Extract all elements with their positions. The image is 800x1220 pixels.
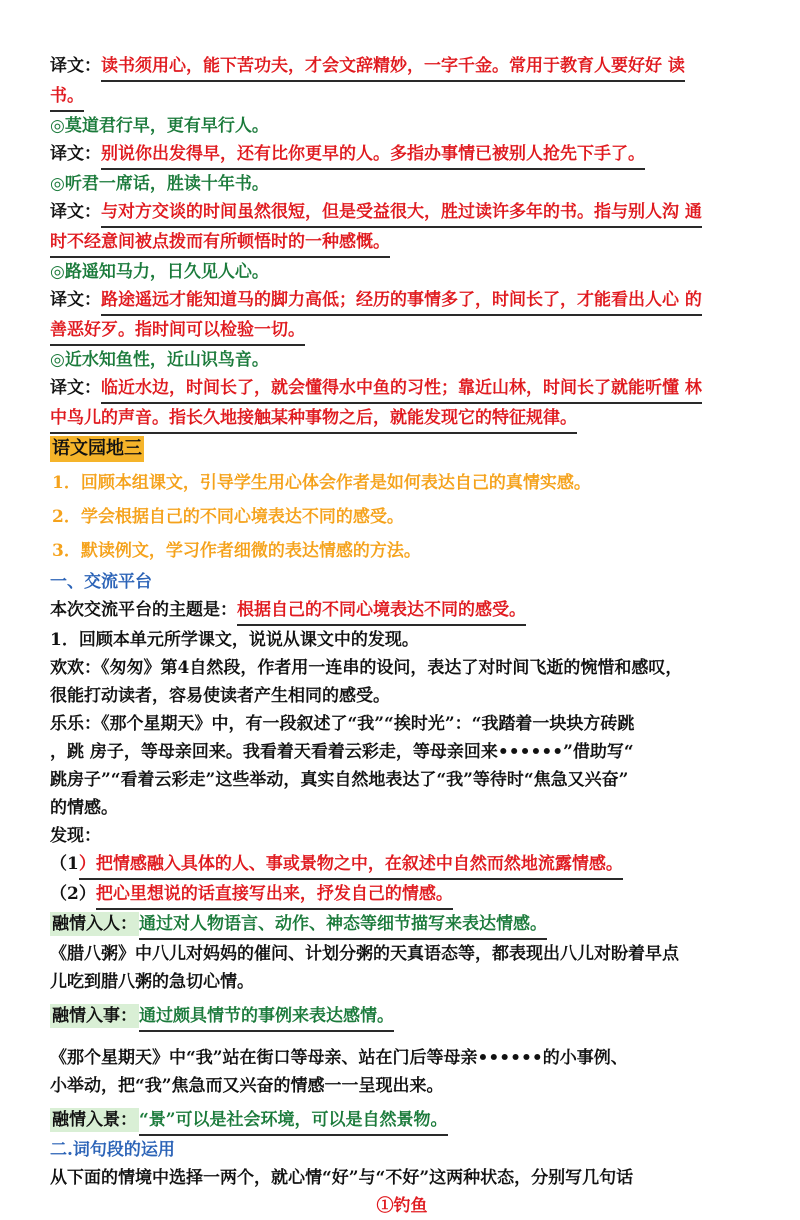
faxian-label: 发现： [50,826,101,846]
translation-text: 路途遥远才能知道马的脚力高低；经历的事情多了，时间长了，才能看出人心 的 [101,286,702,316]
translation-line-3 [50,140,754,170]
label-yiwen: 译文： [50,290,101,310]
translation-line-9 [50,374,754,404]
sunday-line: 小举动，把“我”焦急而又兴奋的情感一一呈现出来。 [50,1076,444,1096]
lele-line: 的情感。 [50,798,118,818]
rongqing-person [50,910,754,940]
proverb-line: ◎听君一席话，胜读十年书。 [50,174,269,194]
rongqing-event [50,1002,754,1032]
label-yiwen: 译文： [50,56,101,76]
rongqing-person-text: 通过对人物语言、动作、神态等细节描写来表达情感。 [139,910,547,940]
translation-text: 时不经意间被点拨而有所顿悟时的一种感慨。 [50,228,390,258]
translation-line-7 [50,286,754,316]
label-yiwen: 译文： [50,378,101,398]
finding-text: ）把情感融入具体的人、事或景物之中，在叙述中自然而然地流露情感。 [79,850,623,880]
translation-text: 与对方交谈的时间虽然很短，但是受益很大，胜过读许多年的书。指与别人沟 通 [101,198,702,228]
translation-text: 临近水边，时间长了，就会懂得水中鱼的习性；靠近山林，时间长了就能听懂 林 [101,374,702,404]
goal-item: 2．学会根据自己的不同心境表达不同的感受。 [52,507,404,527]
proverb-line: ◎近水知鱼性，近山识鸟音。 [50,350,269,370]
rongqing-event-tag: 融情入事： [52,1006,137,1026]
section-title: 语文园地三 [50,436,144,462]
huanhuan-line: 欢欢：《匆匆》第4自然段，作者用一连串的设问，表达了对时间飞逝的惋惜和感叹， [50,658,683,678]
rongqing-person-tag: 融情入人： [52,914,137,934]
translation-text: 别说你出发得早，还有比你更早的人。多指办事情已被别人抢先下手了。 [101,140,645,170]
huanhuan-line: 很能打动读者，容易使读者产生相同的感受。 [50,686,390,706]
goal-item: 1．回顾本组课文，引导学生用心体会作者是如何表达自己的真情实感。 [52,473,591,493]
laba-line: 儿吃到腊八粥的急切心情。 [50,972,254,992]
lele-line: 乐乐：《那个星期天》中，有一段叙述了“我”“挨时光”：“我踏着一块块方砖跳 [50,714,635,734]
proverb-line: ◎莫道君行早，更有早行人。 [50,116,269,136]
translation-text: 读书须用心，能下苦功夫，才会文辞精妙，一字千金。常用于教育人要好好 读 [101,52,685,82]
rongqing-scene [50,1106,754,1136]
rongqing-scene-tag: 融情入景： [52,1110,137,1130]
lele-line: ，跳 房子，等母亲回来。我看着天看着云彩走，等母亲回来••••••”借助写“ [50,742,634,762]
translation-text: 书。 [50,82,84,112]
laba-line: 《腊八粥》中八儿对妈妈的催问、计划分粥的天真语态等，都表现出八儿对盼着早点 [50,944,679,964]
translation-line-1b [50,82,754,112]
goal-item: 3．默读例文，学习作者细微的表达情感的方法。 [52,541,421,561]
translation-line-5 [50,198,754,228]
translation-line-7b [50,316,754,346]
label-yiwen: 译文： [50,202,101,222]
theme-text: 根据自己的不同心境表达不同的感受。 [237,596,526,626]
sunday-line: 《那个星期天》中“我”站在街口等母亲、站在门后等母亲••••••的小事例、 [50,1048,628,1068]
theme-line [50,596,754,626]
finding-text: 把心里想说的话直接写出来，抒发自己的情感。 [96,880,453,910]
proverb-line: ◎路遥知马力，日久见人心。 [50,262,269,282]
question-1: 1．回顾本单元所学课文，说说从课文中的发现。 [50,630,419,650]
finding-2 [50,880,754,910]
finding-1 [50,850,754,880]
usage-item: ①钓鱼 [376,1196,428,1216]
translation-line-5b [50,228,754,258]
translation-line-9b [50,404,754,434]
rongqing-scene-text: “景”可以是社会环境，可以是自然景物。 [139,1106,448,1136]
subsection-heading: 一、交流平台 [50,572,152,592]
lele-line: 跳房子”“看着云彩走”这些举动，真实自然地表达了“我”等待时“焦急又兴奋” [50,770,629,790]
rongqing-event-text: 通过颇具情节的事例来表达感情。 [139,1002,394,1032]
label-yiwen: 译文： [50,144,101,164]
subsection-heading: 二.词句段的运用 [50,1140,175,1160]
usage-instruction: 从下面的情境中选择一两个，就心情“好”与“不好”这两种状态，分别写几句话 [50,1168,634,1188]
finding-number: （2） [50,884,96,904]
finding-number: （1 [50,854,79,874]
translation-line-1 [50,52,754,82]
translation-text: 中鸟儿的声音。指长久地接触某种事物之后，就能发现它的特征规律。 [50,404,577,434]
theme-prefix: 本次交流平台的主题是： [50,600,237,620]
translation-text: 善恶好歹。指时间可以检验一切。 [50,316,305,346]
